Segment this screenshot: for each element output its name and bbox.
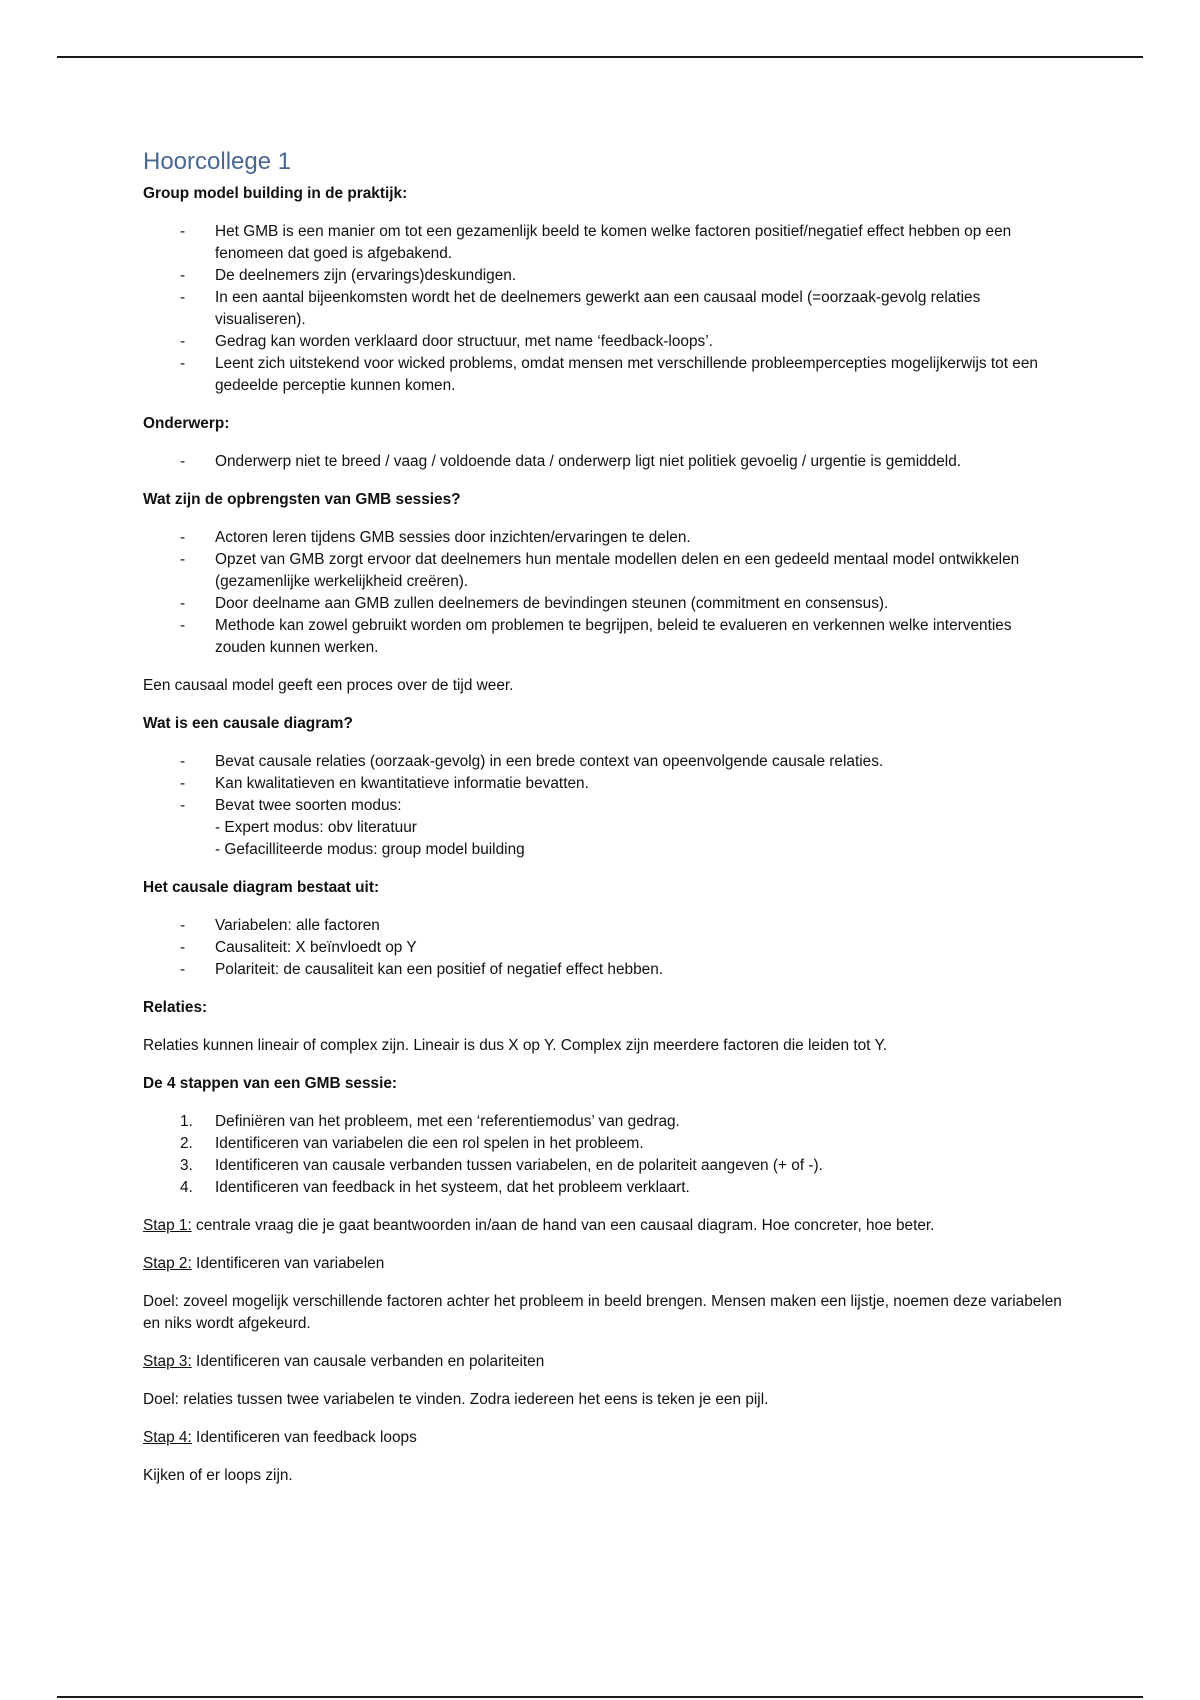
- list-item: - Variabelen: alle factoren: [180, 917, 380, 934]
- list-item: - Gedrag kan worden verklaard door structuur, met name ‘feedback-loops’.: [180, 333, 713, 350]
- heading-4-stappen: De 4 stappen van een GMB sessie:: [143, 1075, 398, 1092]
- sub-item: - Expert modus: obv literatuur: [215, 819, 417, 836]
- document-body: [143, 147, 1063, 1487]
- stap-2-label: Stap 2:: [143, 1255, 192, 1272]
- list-item: - Polariteit: de causaliteit kan een positief of negatief effect hebben.: [180, 961, 664, 978]
- stap-4-label: Stap 4:: [143, 1429, 192, 1446]
- paragraph-closing: Kijken of er loops zijn.: [143, 1467, 293, 1484]
- list-opbrengsten: [143, 527, 1063, 659]
- list-item: - Bevat twee soorten modus: - Expert modus: obv literatuur - Gefacilliteerde modus: group model building: [143, 795, 1063, 861]
- list-diagram-bestaat-uit: [143, 915, 1063, 981]
- list-item: - Het GMB is een manier om tot een gezamenlijk beeld te komen welke factoren positief/negatief effect hebben op een fenomeen dat goed is afgebakend.: [180, 223, 1012, 262]
- list-item: - In een aantal bijeenkomsten wordt het de deelnemers gewerkt aan een causaal model (=oorzaak-gevolg relaties visualiseren).: [180, 289, 981, 328]
- list-causale-diagram: [143, 751, 1063, 861]
- heading-onderwerp: Onderwerp:: [143, 415, 230, 432]
- list-item: 1. Definiëren van het probleem, met een ‘referentiemodus’ van gedrag.: [180, 1113, 680, 1130]
- heading-causale-diagram: Wat is een causale diagram?: [143, 715, 353, 732]
- sub-item: - Gefacilliteerde modus: group model building: [215, 841, 525, 858]
- heading-diagram-bestaat-uit: Het causale diagram bestaat uit:: [143, 879, 380, 896]
- list-item: - Door deelname aan GMB zullen deelnemers de bevindingen steunen (commitment en consensus).: [180, 595, 889, 612]
- paragraph-stap-3: Stap 3: Identificeren van causale verbanden en polariteiten: [143, 1353, 545, 1370]
- paragraph-causaal-model: Een causaal model geeft een proces over de tijd weer.: [143, 677, 514, 694]
- stap-1-label: Stap 1:: [143, 1217, 192, 1234]
- bottom-rule: [57, 1696, 1143, 1698]
- list-item: 4. Identificeren van feedback in het systeem, dat het probleem verklaart.: [180, 1179, 690, 1196]
- list-onderwerp: [143, 451, 1063, 473]
- list-item: - Leent zich uitstekend voor wicked problems, omdat mensen met verschillende probleempercepties mogelijkerwijs tot een gedeelde perceptie kunnen komen.: [180, 355, 1038, 394]
- list-item: - Onderwerp niet te breed / vaag / voldoende data / onderwerp ligt niet politiek gevoelig / urgentie is gemiddeld.: [180, 453, 962, 470]
- list-item: 3. Identificeren van causale verbanden tussen variabelen, en de polariteit aangeven (+ of -).: [180, 1157, 823, 1174]
- list-item: - De deelnemers zijn (ervarings)deskundigen.: [180, 267, 517, 284]
- heading-gmb-praktijk: Group model building in de praktijk:: [143, 185, 408, 202]
- list-item: - Actoren leren tijdens GMB sessies door inzichten/ervaringen te delen.: [180, 529, 691, 546]
- paragraph-stap-4: Stap 4: Identificeren van feedback loops: [143, 1429, 417, 1446]
- top-rule: [57, 56, 1143, 58]
- paragraph-stap-1: Stap 1: centrale vraag die je gaat beantwoorden in/aan de hand van een causaal diagram. Hoe concreter, hoe beter.: [143, 1217, 935, 1234]
- list-gmb-praktijk: [143, 221, 1063, 397]
- paragraph-stap-2-doel: Doel: zoveel mogelijk verschillende factoren achter het probleem in beeld brengen. Mensen maken een lijstje, noemen deze variabelen en niks wordt afgekeurd.: [143, 1293, 1062, 1332]
- list-item: - Kan kwalitatieven en kwantitatieve informatie bevatten.: [180, 775, 589, 792]
- list-item: 2. Identificeren van variabelen die een rol spelen in het probleem.: [180, 1135, 644, 1152]
- document-title: Hoorcollege 1: [143, 148, 292, 175]
- list-item: - Methode kan zowel gebruikt worden om problemen te begrijpen, beleid te evalueren en verkennen welke interventies zouden kunnen werken.: [180, 617, 1012, 656]
- list-item: - Causaliteit: X beïnvloedt op Y: [180, 939, 417, 956]
- stap-3-label: Stap 3:: [143, 1353, 192, 1370]
- list-4-stappen: [143, 1111, 1063, 1199]
- paragraph-relaties: Relaties kunnen lineair of complex zijn. Lineair is dus X op Y. Complex zijn meerdere factoren die leiden tot Y.: [143, 1037, 888, 1054]
- heading-relaties: Relaties:: [143, 999, 208, 1016]
- paragraph-stap-2: Stap 2: Identificeren van variabelen: [143, 1255, 385, 1272]
- heading-opbrengsten: Wat zijn de opbrengsten van GMB sessies?: [143, 491, 461, 508]
- list-item: - Bevat causale relaties (oorzaak-gevolg) in een brede context van opeenvolgende causale relaties.: [180, 753, 884, 770]
- paragraph-stap-3-doel: Doel: relaties tussen twee variabelen te vinden. Zodra iedereen het eens is teken je een pijl.: [143, 1391, 769, 1408]
- list-item: - Opzet van GMB zorgt ervoor dat deelnemers hun mentale modellen delen en een gedeeld mentaal model ontwikkelen (gezamenlijke werkelijkheid creëren).: [180, 551, 1020, 590]
